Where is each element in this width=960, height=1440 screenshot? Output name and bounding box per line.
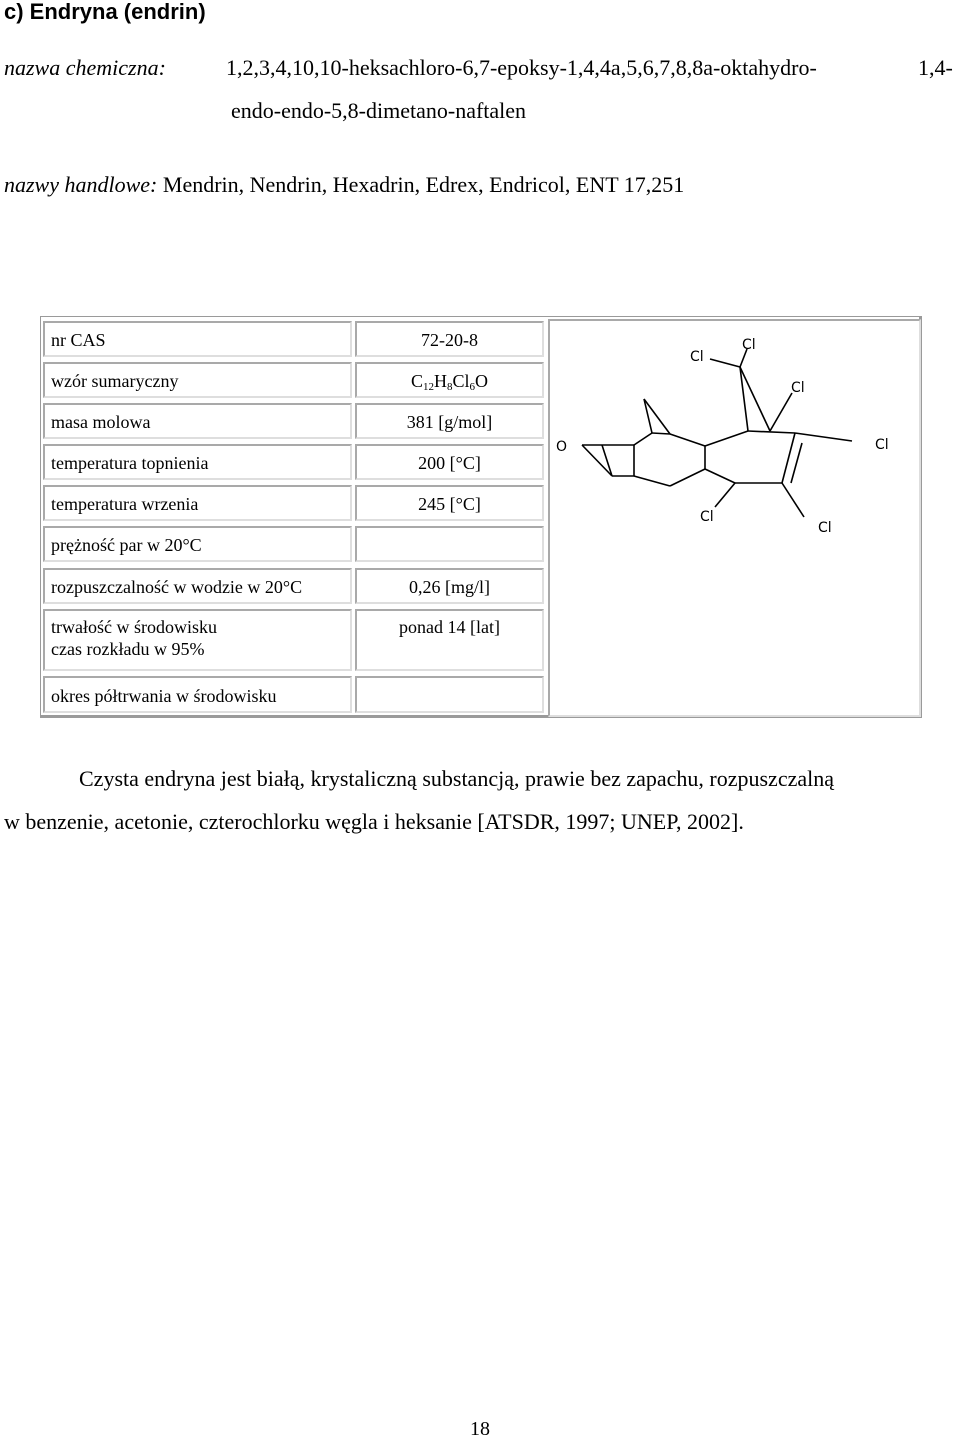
property-label-melting-point: temperatura topnienia — [43, 444, 352, 480]
structural-formula-cell — [548, 319, 921, 717]
persistence-label-line2: czas rozkładu w 95% — [51, 639, 205, 659]
bond-cl-e — [715, 483, 735, 507]
bond-cl-a — [710, 359, 740, 367]
bond-14 — [748, 431, 795, 433]
bond-4 — [634, 433, 652, 445]
atom-cl-3: Cl — [791, 380, 805, 396]
description-line2: w benzenie, acetonie, czterochlorku węgla i heksanie [ATSDR, 1997; UNEP, 2002]. — [4, 809, 744, 834]
bond-10 — [670, 469, 705, 486]
atom-cl-5: Cl — [700, 509, 714, 525]
property-value-half-life — [355, 676, 544, 713]
property-label-water-solubility: rozpuszczalność w wodzie w 20°C — [43, 568, 352, 604]
persistence-label-line1: trwałość w środowisku — [51, 617, 217, 637]
property-value-vapor-pressure — [355, 526, 544, 562]
trade-names — [4, 170, 684, 200]
atom-cl-6: Cl — [818, 520, 832, 536]
property-value-melting-point: 200 [°C] — [355, 444, 544, 480]
property-value-persistence: ponad 14 [lat] — [355, 609, 544, 671]
formula-o: O — [475, 371, 489, 391]
property-label-molar-mass: masa molowa — [43, 403, 352, 439]
property-label-cas: nr CAS — [43, 321, 352, 357]
bond-5 — [652, 433, 670, 434]
bond-double — [791, 443, 802, 483]
property-label-boiling-point: temperatura wrzenia — [43, 485, 352, 521]
formula-c-count: 12 — [423, 381, 434, 393]
formula-cl: Cl — [452, 371, 470, 391]
property-label-persistence — [43, 609, 352, 671]
bond-cl-f — [782, 483, 804, 517]
property-value-boiling-point: 245 [°C] — [355, 485, 544, 521]
atom-cl-1: Cl — [690, 349, 704, 365]
section-heading: c) Endryna (endrin) — [4, 0, 206, 24]
formula-h: H — [434, 371, 447, 391]
chemical-name-line1-end: 1,4- — [918, 55, 953, 80]
formula-h-count: 8 — [447, 381, 453, 393]
property-label-formula: wzór sumaryczny — [43, 362, 352, 398]
properties-table — [40, 316, 922, 718]
bond-12 — [705, 431, 748, 446]
chemical-name-label: nazwa chemiczna: — [4, 55, 166, 80]
bond-cl-c — [770, 393, 792, 431]
chemical-name-line1: 1,2,3,4,10,10-heksachloro-6,7-epoksy-1,4,4a,5,6,7,8,8a-oktahydro- — [226, 55, 817, 80]
formula-cl-count: 6 — [469, 381, 476, 393]
endrin-structure-diagram — [550, 321, 919, 715]
property-value-cas: 72-20-8 — [355, 321, 544, 357]
bond-8 — [634, 476, 670, 486]
property-value-water-solubility: 0,26 [mg/l] — [355, 568, 544, 604]
atom-o: O — [556, 439, 568, 455]
property-label-half-life: okres półtrwania w środowisku — [43, 676, 352, 713]
bond-13 — [705, 469, 735, 483]
formula-c: C — [410, 371, 423, 391]
structure-bonds — [582, 349, 852, 517]
property-value-molar-mass: 381 [g/mol] — [355, 403, 544, 439]
bond-9 — [670, 434, 705, 446]
trade-names-value: Mendrin, Nendrin, Hexadrin, Edrex, Endricol, ENT 17,251 — [162, 172, 685, 197]
property-label-vapor-pressure: prężność par w 20°C — [43, 526, 352, 562]
property-value-formula — [355, 362, 544, 398]
description-line1: Czysta endryna jest białą, krystaliczną substancją, prawie bez zapachu, rozpuszczalną — [79, 766, 834, 791]
chemical-name-line2: endo-endo-5,8-dimetano-naftalen — [231, 98, 527, 123]
trade-names-label: nazwy handlowe: — [4, 172, 158, 197]
atom-cl-2: Cl — [742, 337, 756, 353]
bond-cl-d — [795, 433, 852, 441]
atom-cl-4: Cl — [875, 437, 889, 453]
page-number: 18 — [470, 1418, 490, 1440]
